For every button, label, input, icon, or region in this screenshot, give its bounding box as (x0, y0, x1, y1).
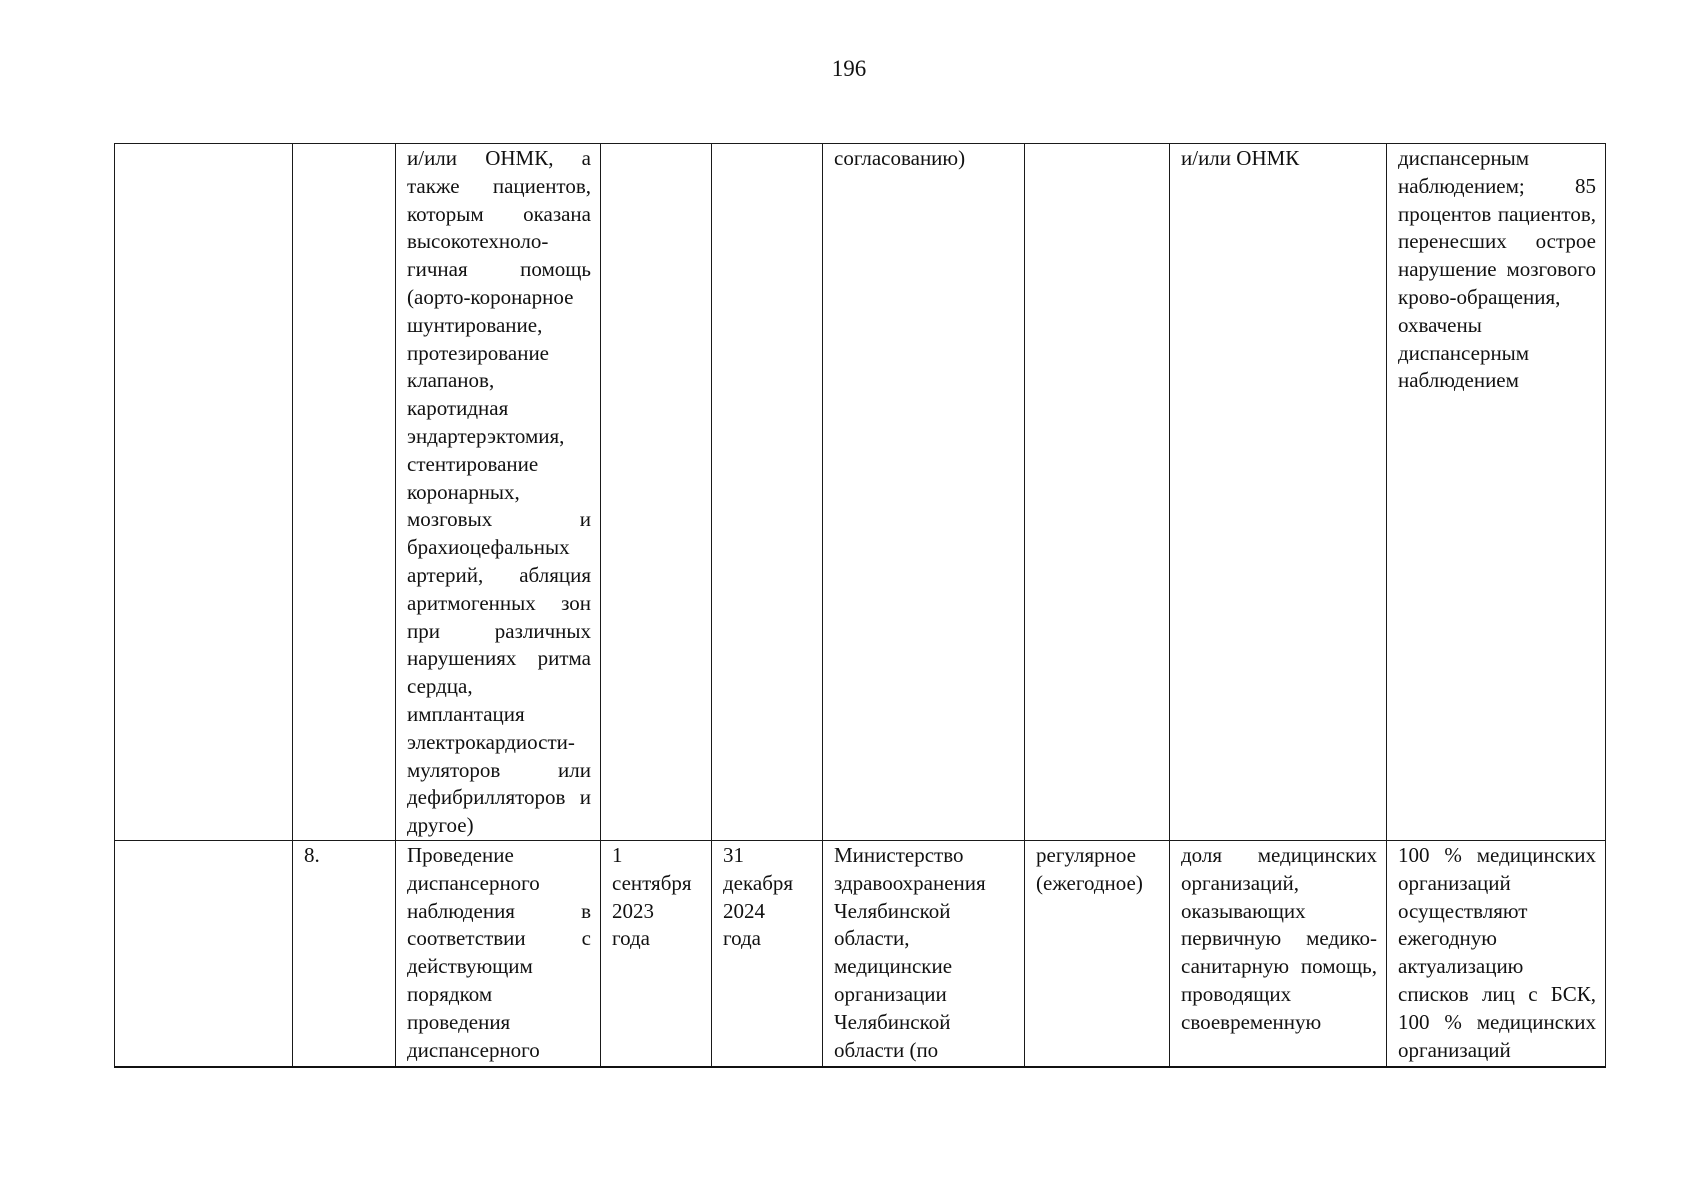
cell-end-date: 31 декабря 2024 года (712, 841, 823, 1068)
cell-start-date: 1 сентября 2023 года (601, 841, 712, 1068)
cell-start-date (601, 144, 712, 841)
cell-measure-description: Проведение диспансерного наблюдения в соответствии с действующим порядком проведения диспансерного (396, 841, 601, 1068)
page-number: 196 (831, 56, 867, 81)
cell-indicator: и/или ОНМК (1170, 144, 1387, 841)
cell-responsible: Министерство здравоохранения Челябинской области, медицинские организации Челябинской области (по (823, 841, 1025, 1068)
cell-periodicity (1025, 144, 1170, 841)
cell-indicator: доля медицинских организаций, оказывающих первичную медико-санитарную помощь, проводящих своевременную (1170, 841, 1387, 1068)
table-row (115, 144, 1606, 841)
cell-result: диспансерным наблюдением; 85 процентов пациентов, перенесших острое нарушение мозгового крово-обращения, охвачены диспансерным наблюдением (1387, 144, 1606, 841)
measures-table (114, 143, 1606, 1068)
table-row (115, 841, 1606, 1068)
cell-index-group (115, 841, 293, 1068)
cell-responsible: согласованию) (823, 144, 1025, 841)
cell-periodicity: регулярное (ежегодное) (1025, 841, 1170, 1068)
cell-number (293, 144, 396, 841)
cell-index-group (115, 144, 293, 841)
cell-number: 8. (293, 841, 396, 1068)
cell-measure-description: и/или ОНМК, а также пациентов, которым оказана высокотехноло-гичная помощь (аорто-коронарное шунтирование, протезирование клапанов, каротидная эндартерэктомия, стентирование коронарных, мозговых и брахиоцефальных артерий, абляция аритмогенных зон при различных нарушениях ритма сердца, имплантация электрокардиости-муляторов или дефибрилляторов и другое) (396, 144, 601, 841)
cell-result: 100 % медицинских организаций осуществляют ежегодную актуализацию списков лиц с БСК, 100 % медицинских организаций (1387, 841, 1606, 1068)
cell-end-date (712, 144, 823, 841)
